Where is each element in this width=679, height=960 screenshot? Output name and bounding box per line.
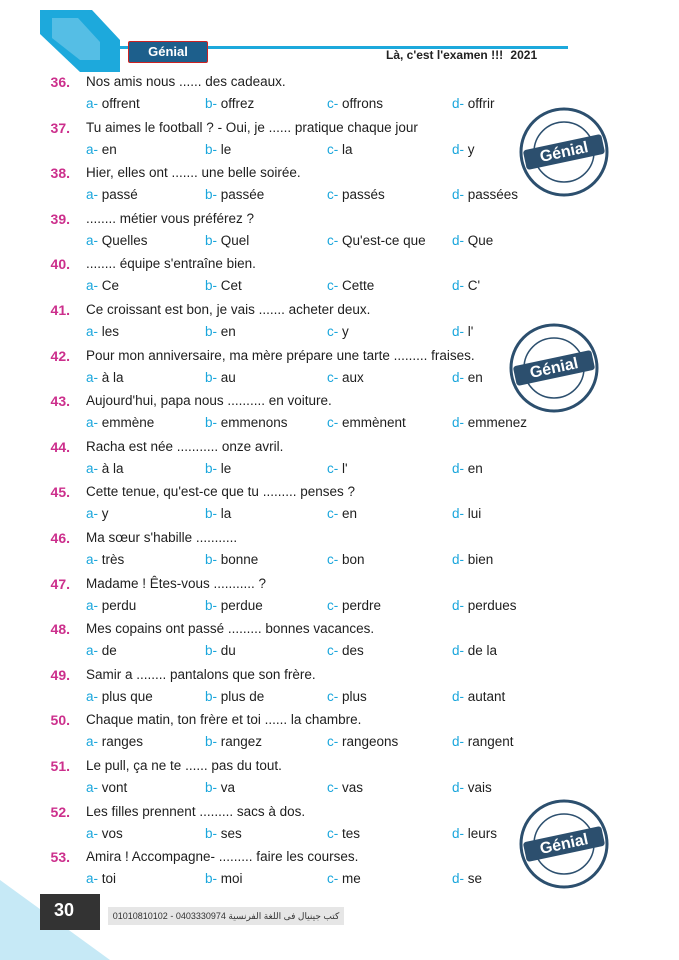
answer-option (452, 598, 517, 613)
answer-option (205, 871, 243, 886)
question-number: 43. (50, 393, 70, 410)
genial-stamp (508, 322, 600, 414)
answer-option (327, 324, 349, 339)
option-letter: b- (205, 597, 221, 613)
answer-option (205, 187, 264, 202)
option-text: rangez (220, 734, 263, 750)
option-text: la (220, 506, 232, 522)
option-text: en (342, 506, 358, 522)
option-text: en (220, 324, 236, 339)
answer-option (327, 187, 385, 202)
question-text: Racha est née ........... onze avril. (86, 438, 284, 454)
option-letter: c- (327, 780, 342, 795)
option-text: le (220, 141, 232, 157)
answer-option (327, 506, 357, 521)
option-text: Ce (101, 278, 120, 294)
option-letter: d- (452, 460, 468, 476)
answer-option (327, 734, 398, 749)
option-text: en (467, 369, 483, 385)
answer-option (327, 598, 381, 613)
answer-option (205, 415, 288, 430)
answer-option (86, 826, 123, 841)
option-letter: d- (452, 552, 468, 567)
option-letter: c- (327, 871, 342, 887)
option-letter: d- (452, 232, 468, 248)
answer-option (205, 96, 254, 111)
option-text: passées (467, 187, 519, 203)
svg-text:Génial: Génial (538, 831, 590, 858)
answer-option (452, 415, 527, 430)
option-text: ranges (101, 734, 144, 750)
option-letter: d- (452, 871, 468, 887)
option-text: offrons (342, 96, 384, 111)
option-letter: a- (86, 780, 102, 795)
question-text: Ma sœur s'habille ........... (86, 530, 238, 545)
question-text: ........ métier vous préférez ? (86, 210, 255, 226)
option-letter: b- (205, 688, 221, 704)
question-number: 52. (50, 803, 70, 820)
answer-option (205, 552, 258, 567)
answer-option (86, 415, 154, 430)
answer-option (452, 871, 482, 886)
question-number: 41. (50, 302, 70, 318)
answer-option (327, 370, 364, 385)
option-letter: a- (86, 96, 102, 111)
answer-option (205, 324, 236, 339)
option-letter: a- (86, 597, 102, 613)
option-letter: b- (205, 278, 221, 294)
question-text: Mes copains ont passé ......... bonnes vacances. (86, 621, 375, 637)
option-letter: c- (327, 96, 342, 111)
question-text: Tu aimes le football ? - Oui, je ...... pratique chaque jour (86, 119, 418, 135)
answer-option (86, 278, 119, 293)
option-text: de la (467, 643, 498, 659)
answer-option (86, 233, 148, 248)
option-letter: d- (452, 187, 468, 203)
answer-option (327, 461, 348, 476)
option-text: Cet (220, 278, 242, 294)
option-text: à la (101, 369, 124, 385)
option-text: à la (101, 460, 124, 476)
option-letter: d- (452, 324, 468, 339)
answer-option (205, 506, 231, 521)
option-letter: c- (327, 825, 342, 841)
option-letter: c- (327, 369, 342, 385)
answer-option (452, 187, 518, 202)
option-text: du (220, 643, 236, 659)
option-text: passée (220, 187, 265, 203)
question-text: ........ équipe s'entraîne bien. (86, 256, 256, 272)
option-text: emmènent (342, 415, 406, 431)
option-text: y (467, 141, 475, 157)
option-letter: b- (205, 96, 221, 111)
question-number: 38. (50, 165, 70, 182)
option-letter: c- (327, 506, 342, 522)
option-letter: a- (86, 506, 102, 522)
option-text: au (220, 369, 236, 385)
option-text: rangeons (342, 734, 399, 750)
option-letter: b- (205, 187, 221, 203)
answer-option (86, 598, 136, 613)
option-letter: d- (452, 96, 468, 111)
answer-option (205, 780, 235, 795)
option-text: l' (467, 324, 474, 339)
option-letter: b- (205, 415, 221, 431)
question-text: Le pull, ça ne te ...... pas du tout. (86, 758, 282, 773)
option-text: offrent (101, 96, 140, 111)
option-text: perdue (220, 597, 263, 613)
option-letter: a- (86, 825, 102, 841)
option-text: vont (101, 780, 128, 795)
question-text: Amira ! Accompagne- ......... faire les courses. (86, 849, 359, 865)
option-text: bon (342, 552, 365, 567)
option-letter: d- (452, 278, 468, 294)
answer-option (86, 643, 117, 658)
answer-option (452, 506, 481, 521)
answer-option (205, 370, 236, 385)
option-text: la (342, 141, 353, 157)
option-letter: c- (327, 187, 342, 203)
answer-option (327, 780, 363, 795)
question-number: 40. (50, 256, 70, 273)
genial-stamp (518, 798, 610, 890)
answer-option (327, 871, 361, 886)
option-letter: c- (327, 232, 342, 248)
option-letter: a- (86, 871, 102, 887)
option-letter: a- (86, 187, 102, 203)
question-text: Ce croissant est bon, je vais ....... acheter deux. (86, 302, 371, 317)
option-text: des (342, 643, 364, 659)
option-text: le (220, 460, 232, 476)
option-letter: a- (86, 460, 102, 476)
option-text: y (342, 324, 349, 339)
option-letter: c- (327, 597, 342, 613)
answer-option (452, 370, 483, 385)
option-text: l' (342, 460, 348, 476)
option-letter: a- (86, 324, 102, 339)
answer-option (86, 461, 124, 476)
option-letter: c- (327, 643, 342, 659)
option-letter: d- (452, 506, 468, 522)
option-text: emmène (101, 415, 155, 431)
option-letter: b- (205, 460, 221, 476)
option-text: plus que (101, 688, 153, 704)
title-text: Là, c'est l'examen !!! (386, 48, 507, 62)
question-number: 44. (50, 438, 70, 455)
option-letter: b- (205, 506, 221, 522)
answer-option (86, 187, 138, 202)
svg-text:Génial: Génial (538, 139, 590, 166)
option-text: en (101, 141, 117, 157)
option-letter: d- (452, 734, 468, 750)
answer-option (327, 643, 364, 658)
option-text: moi (220, 871, 243, 887)
option-text: vas (342, 780, 364, 795)
option-text: C' (467, 278, 481, 294)
answer-option (452, 142, 475, 157)
answer-option (205, 278, 242, 293)
answer-option (205, 826, 242, 841)
option-text: leurs (467, 825, 498, 841)
question-number: 51. (50, 758, 70, 774)
answer-option (86, 506, 109, 521)
option-text: vos (101, 825, 123, 841)
answer-option (86, 734, 143, 749)
option-letter: a- (86, 141, 102, 157)
option-letter: c- (327, 688, 342, 704)
option-text: autant (467, 688, 506, 704)
answer-option (327, 142, 353, 157)
question-text: Aujourd'hui, papa nous .......... en voiture. (86, 393, 332, 409)
option-letter: b- (205, 825, 221, 841)
question-number: 45. (50, 484, 70, 501)
option-letter: b- (205, 871, 221, 887)
answer-option (452, 233, 493, 248)
option-text: aux (342, 369, 364, 385)
option-text: perdu (101, 597, 137, 613)
option-letter: d- (452, 597, 468, 613)
question-number: 48. (50, 621, 70, 638)
question-number: 37. (50, 119, 70, 136)
option-letter: b- (205, 552, 221, 567)
option-text: de (101, 643, 117, 659)
answer-option (452, 461, 483, 476)
option-letter: a- (86, 552, 102, 567)
answer-option (327, 278, 374, 293)
answer-option (327, 415, 406, 430)
option-letter: b- (205, 324, 221, 339)
option-text: offrez (220, 96, 255, 111)
answer-option (205, 598, 263, 613)
option-letter: a- (86, 643, 102, 659)
question-number: 47. (50, 575, 70, 592)
answer-option (452, 780, 492, 795)
option-letter: b- (205, 232, 221, 248)
option-letter: c- (327, 552, 342, 567)
question-number: 36. (50, 74, 70, 90)
genial-stamp (518, 106, 610, 198)
option-letter: b- (205, 141, 221, 157)
answer-option (452, 643, 497, 658)
option-text: passé (101, 187, 138, 203)
option-text: plus (342, 688, 367, 704)
option-text: va (220, 780, 236, 795)
option-letter: d- (452, 825, 468, 841)
header-decoration (40, 10, 120, 72)
option-text: plus de (220, 688, 265, 704)
option-text: Quelles (101, 232, 148, 248)
answer-option (452, 278, 480, 293)
option-text: très (101, 552, 125, 567)
option-text: lui (467, 506, 482, 522)
option-text: passés (342, 187, 385, 203)
question-number: 49. (50, 666, 70, 683)
header-logo: Génial (128, 41, 208, 63)
option-letter: c- (327, 278, 342, 294)
option-letter: c- (327, 415, 342, 431)
answer-option (452, 96, 495, 111)
option-letter: a- (86, 232, 102, 248)
answer-option (327, 96, 383, 111)
option-letter: d- (452, 780, 468, 795)
answer-option (86, 370, 124, 385)
option-text: perdues (467, 597, 517, 613)
option-text: Qu'est-ce que (342, 232, 426, 248)
answer-option (452, 552, 493, 567)
option-letter: d- (452, 643, 468, 659)
question-number: 50. (50, 712, 70, 729)
question-text: Nos amis nous ...... des cadeaux. (86, 74, 286, 89)
answer-option (86, 96, 140, 111)
answer-option (205, 689, 264, 704)
option-letter: d- (452, 141, 468, 157)
option-letter: a- (86, 278, 102, 294)
page-number: 30 (54, 900, 75, 920)
option-text: toi (101, 871, 117, 887)
answer-option (452, 324, 473, 339)
footer-contact: كتب جينيال فى اللغة الفرنسية 0403330974 - 01010810102 (108, 907, 344, 925)
answer-option (205, 142, 231, 157)
answer-option (452, 734, 514, 749)
option-text: offrir (467, 96, 495, 111)
option-text: tes (342, 825, 361, 841)
option-letter: b- (205, 780, 221, 795)
option-letter: d- (452, 688, 468, 704)
answer-option (86, 324, 119, 339)
question-text: Hier, elles ont ....... une belle soirée. (86, 165, 301, 181)
answer-option (86, 552, 124, 567)
option-text: bien (467, 552, 494, 567)
option-text: les (101, 324, 120, 339)
answer-option (205, 233, 249, 248)
answer-option (86, 780, 127, 795)
answer-option (205, 734, 262, 749)
page-title (386, 48, 537, 62)
option-letter: c- (327, 734, 342, 750)
question-number: 46. (50, 530, 70, 546)
option-letter: c- (327, 460, 342, 476)
answer-option (205, 461, 231, 476)
option-letter: b- (205, 643, 221, 659)
question-number: 39. (50, 210, 70, 227)
option-letter: c- (327, 141, 342, 157)
answer-option (327, 233, 426, 248)
option-text: me (342, 871, 361, 887)
option-text: ses (220, 825, 242, 841)
option-letter: a- (86, 415, 102, 431)
option-text: en (467, 460, 483, 476)
question-text: Samir a ........ pantalons que son frère. (86, 666, 316, 682)
option-text: emmenez (467, 415, 528, 431)
option-letter: b- (205, 369, 221, 385)
option-text: Cette (342, 278, 375, 294)
option-text: bonne (220, 552, 259, 567)
question-text: Madame ! Êtes-vous ........... ? (86, 575, 267, 591)
answer-option (452, 826, 497, 841)
answer-option (327, 689, 367, 704)
option-letter: a- (86, 688, 102, 704)
option-text: Que (467, 232, 494, 248)
option-text: vais (467, 780, 492, 795)
option-text: perdre (342, 597, 382, 613)
option-text: rangent (467, 734, 514, 750)
option-text: emmenons (220, 415, 288, 431)
question-text: Cette tenue, qu'est-ce que tu ......... penses ? (86, 484, 355, 500)
option-letter: c- (327, 324, 342, 339)
option-text: y (101, 506, 109, 522)
question-number: 42. (50, 347, 70, 364)
option-letter: d- (452, 369, 468, 385)
answer-option (327, 826, 360, 841)
option-letter: a- (86, 734, 102, 750)
answer-option (86, 142, 117, 157)
question-number: 53. (50, 849, 70, 866)
answer-option (86, 689, 153, 704)
option-letter: b- (205, 734, 221, 750)
option-text: Quel (220, 232, 250, 248)
option-text: se (467, 871, 483, 887)
question-text: Pour mon anniversaire, ma mère prépare une tarte ......... fraises. (86, 347, 475, 363)
question-text: Chaque matin, ton frère et toi ...... la chambre. (86, 712, 362, 728)
answer-option (452, 689, 505, 704)
answer-option (205, 643, 236, 658)
answer-option (327, 552, 365, 567)
question-text: Les filles prennent ......... sacs à dos. (86, 803, 306, 819)
svg-text:Génial: Génial (528, 355, 580, 382)
option-letter: d- (452, 415, 468, 431)
title-year: 2021 (510, 48, 538, 62)
option-letter: a- (86, 369, 102, 385)
